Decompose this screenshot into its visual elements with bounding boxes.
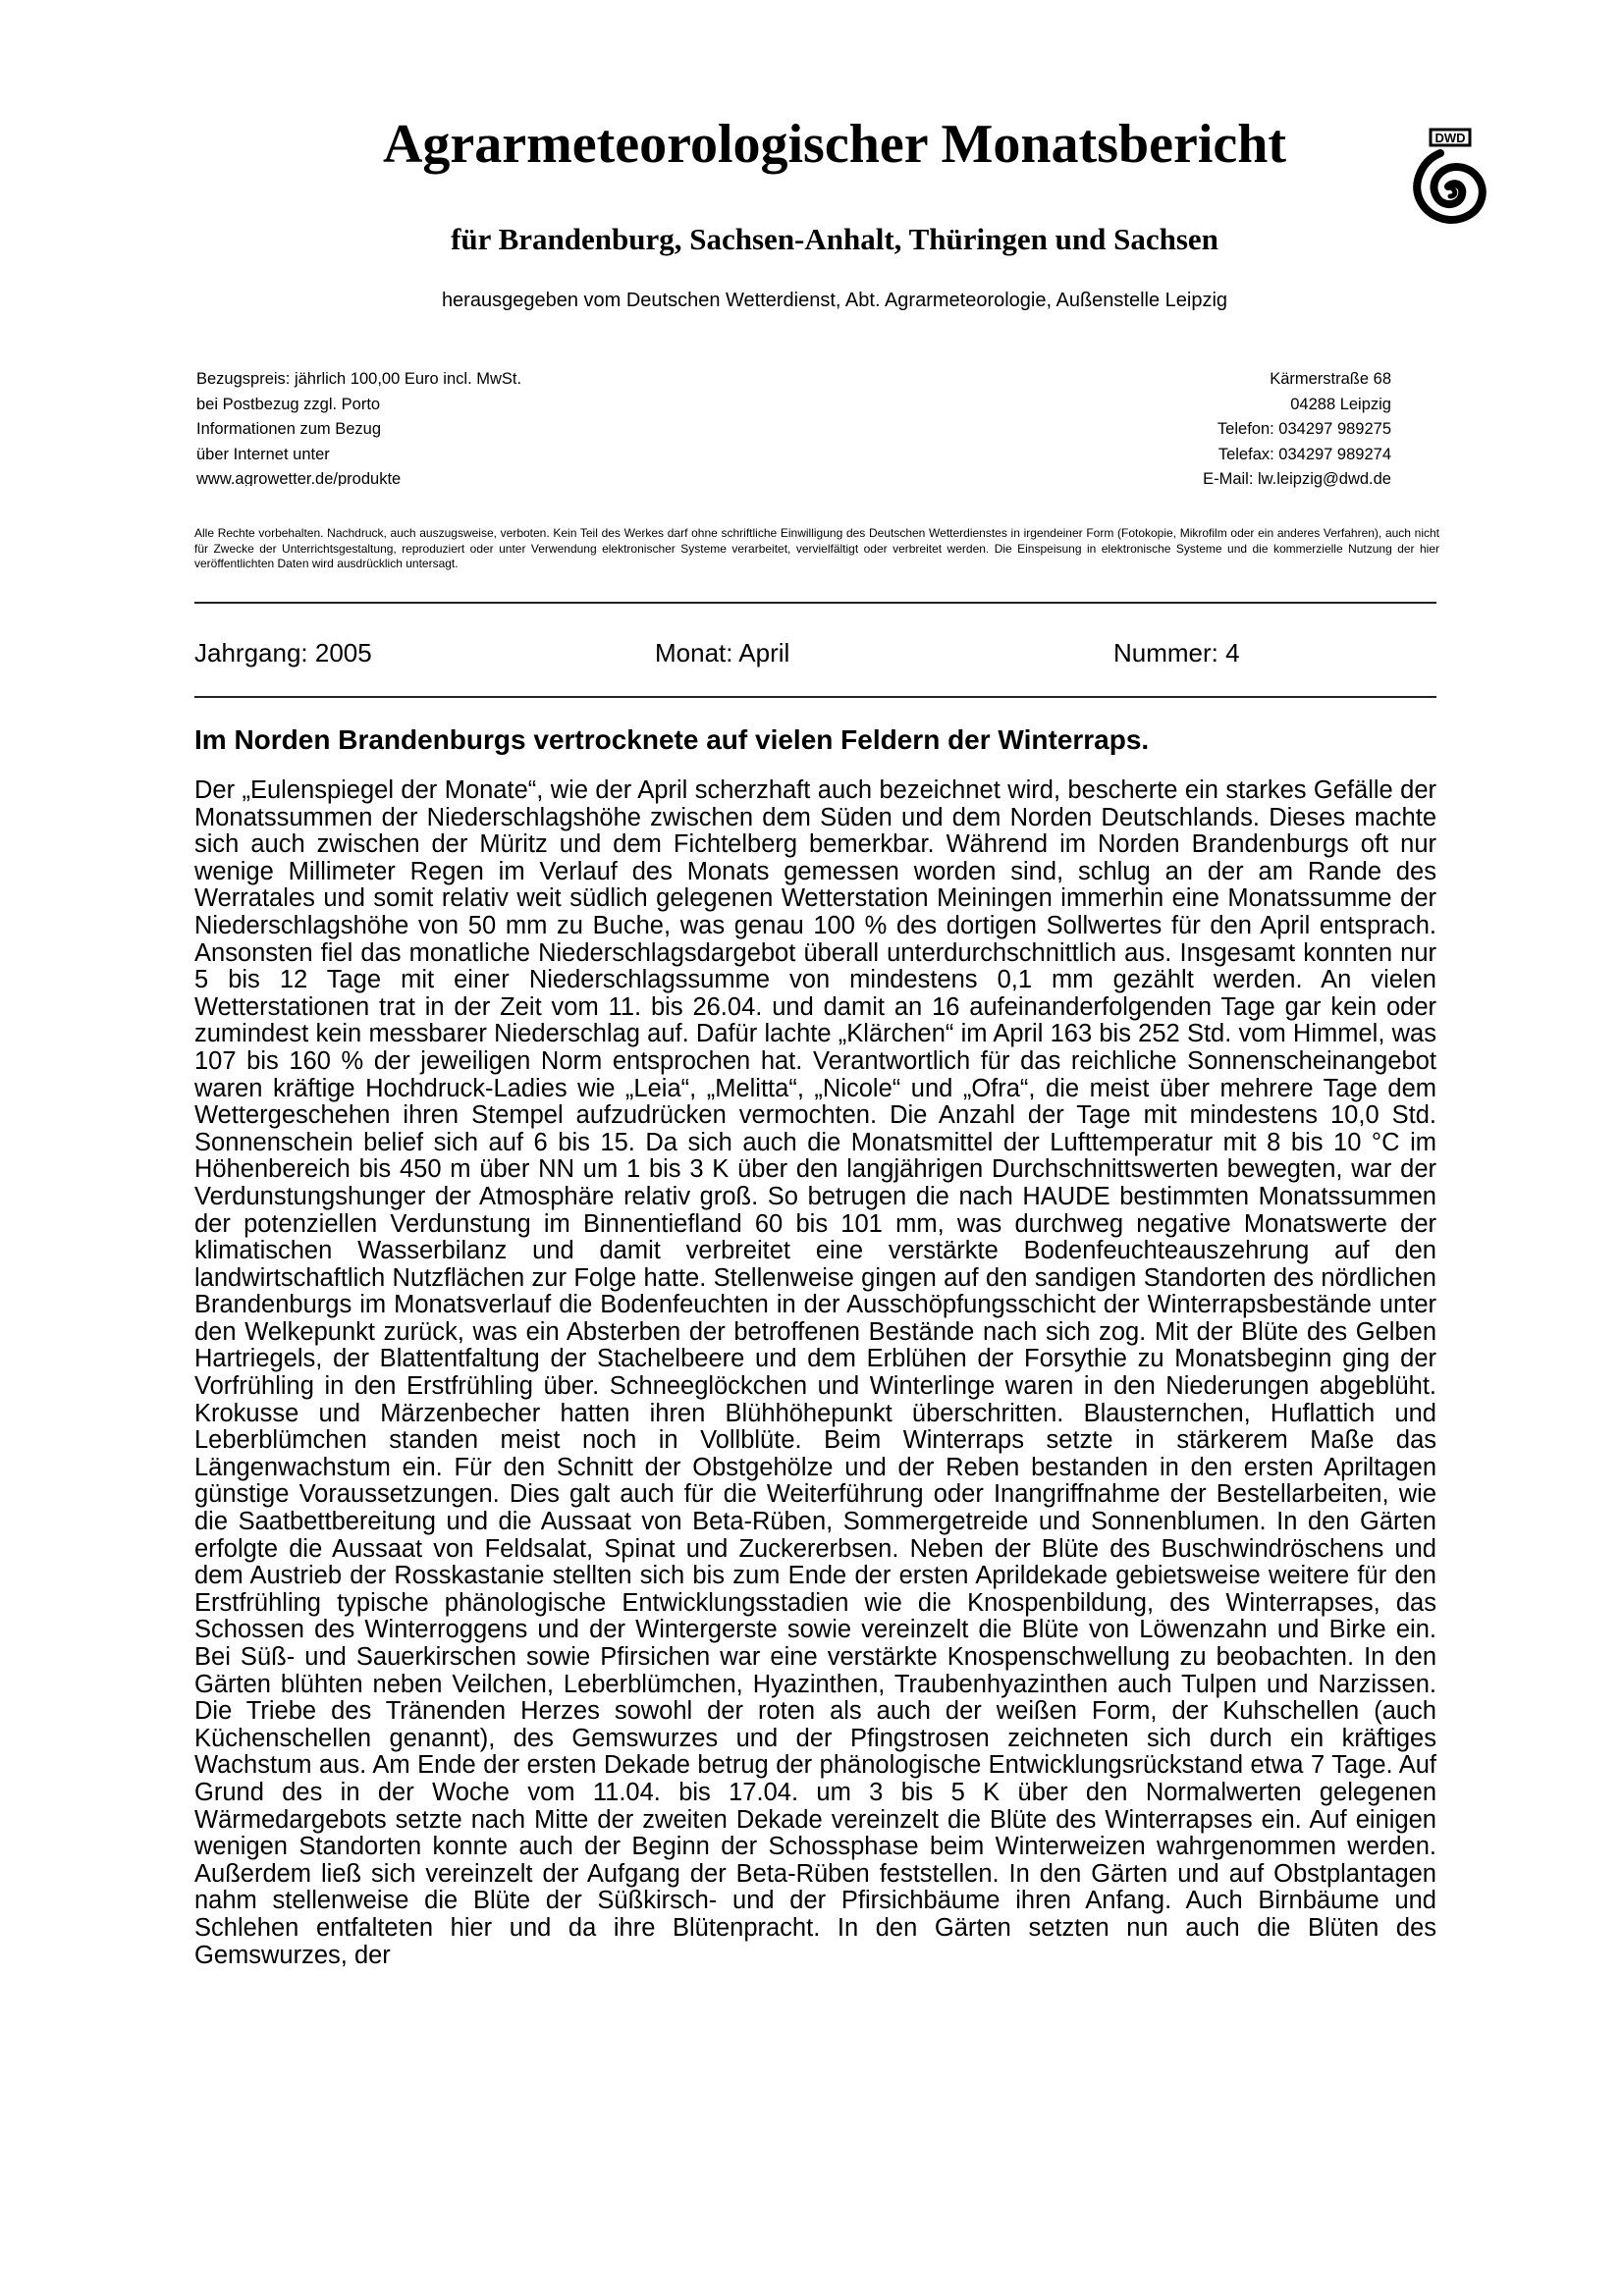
page-title: Agrarmeteorologischer Monatsbericht: [382, 114, 1287, 175]
subscription-internet-label: über Internet unter: [196, 445, 330, 463]
contact-city: 04288 Leipzig: [1290, 395, 1391, 413]
contact-email: E-Mail: lw.leipzig@dwd.de: [1203, 470, 1391, 488]
divider-top: [194, 602, 1436, 604]
issue-number: Nummer: 4: [1113, 638, 1240, 667]
subscription-price: Bezugspreis: jährlich 100,00 Euro incl. MwSt.: [196, 370, 522, 388]
contact-fax: Telefax: 034297 989274: [1217, 445, 1391, 463]
article-body: Der „Eulenspiegel der Monate“, wie der April scherzhaft auch bezeichnet wird, bescherte ein starkes Gefälle der Monatssummen der Niederschlagshöhe zwischen dem Süden und dem Norden Deutschlands. Dieses machte sich auch zwischen der Müritz und dem Fichtelberg bemerkbar. Während im Norden Brandenburgs oft nur wenige Millimeter Regen im Verlauf des Monats gemessen worden sind, schlug an der am Rande des Werratales und somit relativ weit südlich gelegenen Wetterstation Meiningen immerhin eine Monatssumme der Niederschlagshöhe von 50 mm zu Buche, was genau 100 % des dortigen Sollwertes für den April entsprach. Ansonsten fiel das monatliche Niederschlagsdargebot überall unterdurchschnittlich aus. Insgesamt konnten nur 5 bis 12 Tage mit einer Niederschlagssumme von mindestens 0,1 mm gezählt werden. An vielen Wetterstationen trat in der Zeit vom 11. bis 26.04. und damit an 16 aufeinanderfolgenden Tage gar kein oder zumindest kein messbarer Niederschlag auf. Dafür lachte „Klärchen“ im April 163 bis 252 Std. vom Himmel, was 107 bis 160 % der jeweiligen Norm entsprochen hat. Verantwortlich für das reichliche Sonnenscheinangebot waren kräftige Hochdruck-Ladies wie „Leia“, „Melitta“, „Nicole“ und „Ofra“, die meist über mehrere Tage dem Wettergeschehen ihren Stempel aufzudrücken vermochten. Die Anzahl der Tage mit mindestens 10,0 Std. Sonnenschein belief sich auf 6 bis 15. Da sich auch die Monatsmittel der Lufttemperatur mit 8 bis 10 °C im Höhenbereich bis 450 m über NN um 1 bis 3 K über den langjährigen Durchschnittswerten bewegten, war der Verdunstungshunger der Atmosphäre relativ groß. So betrugen die nach HAUDE bestimmten Monatssummen der potenziellen Verdunstung im Binnentiefland 60 bis 101 mm, was durchweg negative Monatswerte der klimatischen Wasserbilanz und damit verbreitet eine verstärkte Bodenfeuchteauszehrung auf den landwirtschaftlich Nutzflächen zur Folge hatte. Stellenweise gingen auf den sandigen Standorten des nördlichen Brandenburgs im Monatsverlauf die Bodenfeuchten in der Ausschöpfungsschicht der Winterrapsbestände unter den Welkepunkt zurück, was ein Absterben der betroffenen Bestände nach sich zog. Mit der Blüte des Gelben Hartriegels, der Blattentfaltung der Stachelbeere und dem Erblühen der Forsythie zu Monatsbeginn ging der Vorfrühling in den Erstfrühling über. Schneeglöckchen und Winterlinge waren in den Niederungen abgeblüht. Krokusse und Märzenbecher hatten ihren Blühhöhepunkt überschritten. Blausternchen, Huflattich und Leberblümchen standen meist noch in Vollblüte. Beim Winterraps setzte in stärkerem Maße das Längenwachstum ein. Für den Schnitt der Obstgehölze und der Reben bestanden in den ersten Apriltagen günstige Voraussetzungen. Dies galt auch für die Weiterführung oder Inangriffnahme der Bestellarbeiten, wie die Saatbettbereitung und die Aussaat von Beta-Rüben, Sommergetreide und Sonnenblumen. In den Gärten erfolgte die Aussaat von Feldsalat, Spinat und Zuckererbsen. Neben der Blüte des Buschwindröschens und dem Austrieb der Rosskastanie stellten sich bis zum Ende der ersten Aprildekade gebietsweise weitere für den Erstfrühling typische phänologische Entwicklungsstadien wie die Knospenbildung, des Winterrapses, das Schossen des Winterroggens und der Wintergerste sowie vereinzelt die Blüte von Löwenzahn und Birke ein. Bei Süß- und Sauerkirschen sowie Pfirsichen war eine verstärkte Knospenschwellung zu beobachten. In den Gärten blühten neben Veilchen, Leberblümchen, Hyazinthen, Traubenhyazinthen auch Tulpen und Narzissen. Die Triebe des Tränenden Herzes sowohl der roten als auch der weißen Form, der Kuhschellen (auch Küchenschellen genannt), des Gemswurzes und der Pfingstrosen zeichneten sich durch ein kräftiges Wachstum aus. Am Ende der ersten Dekade betrug der phänologische Entwicklungsrückstand etwa 7 Tage. Auf Grund des in der Woche vom 11.04. bis 17.04. um 3 bis 5 K über den Normalwerten gelegenen Wärmedargebots setzte nach Mitte der zweiten Dekade vereinzelt die Blüte des Winterrapses ein. Auf einigen wenigen Standorten konnte auch der Beginn der Schossphase beim Winterweizen wahrgenommen werden. Außerdem ließ sich vereinzelt der Aufgang der Beta-Rüben feststellen. In den Gärten und auf Obstplantagen nahm stellenweise die Blüte der Süßkirsch- und der Pfirsichbäume ihren Anfang. Auch Birnbäume und Schlehen entfalteten hier und da ihre Blütenpracht. In den Gärten setzten nun auch die Blüten des Gemswurzes, der: [194, 777, 1436, 1969]
contact-info: [979, 367, 1391, 493]
subscription-info: [196, 367, 609, 486]
dwd-spiral-logo-icon: [1409, 126, 1489, 228]
page-subtitle: für Brandenburg, Sachsen-Anhalt, Thüringen und Sachsen: [451, 222, 1218, 256]
contact-phone: Telefon: 034297 989275: [1217, 420, 1391, 438]
subscription-url-link[interactable]: www.agrowetter.de/produkte: [196, 470, 402, 486]
dwd-logo: [1409, 126, 1489, 228]
subscription-postage: bei Postbezug zzgl. Porto: [196, 395, 381, 413]
issue-year: Jahrgang: 2005: [194, 638, 372, 667]
divider-bottom: [194, 696, 1436, 698]
rights-notice: Alle Rechte vorbehalten. Nachdruck, auch auszugsweise, verboten. Kein Teil des Werkes darf ohne schriftliche Einwilligung des Deutschen Wetterdienstes in irgendeiner Form (Fotokopie, Mikrofilm oder ein anderes Verfahren), auch nicht für Zwecke der Unterrichtsgestaltung, reproduziert oder unter Verwendung elektronischer Systeme verarbeitet, vervielfältigt oder verbreitet werden. Die Einspeisung in elektronische Systeme und die kommerzielle Nutzung der hier veröffentlichten Daten wird ausdrücklich untersagt.: [194, 526, 1439, 570]
issue-month: Monat: April: [655, 638, 790, 667]
article-heading: Im Norden Brandenburgs vertrocknete auf vielen Feldern der Winterraps.: [194, 724, 1150, 755]
subscription-info-label: Informationen zum Bezug: [196, 420, 382, 438]
logo-text: DWD: [1434, 131, 1466, 145]
publisher-line: herausgegeben vom Deutschen Wetterdienst, Abt. Agrarmeteorologie, Außenstelle Leipzig: [441, 290, 1228, 311]
contact-street: Kärmerstraße 68: [1270, 370, 1391, 388]
